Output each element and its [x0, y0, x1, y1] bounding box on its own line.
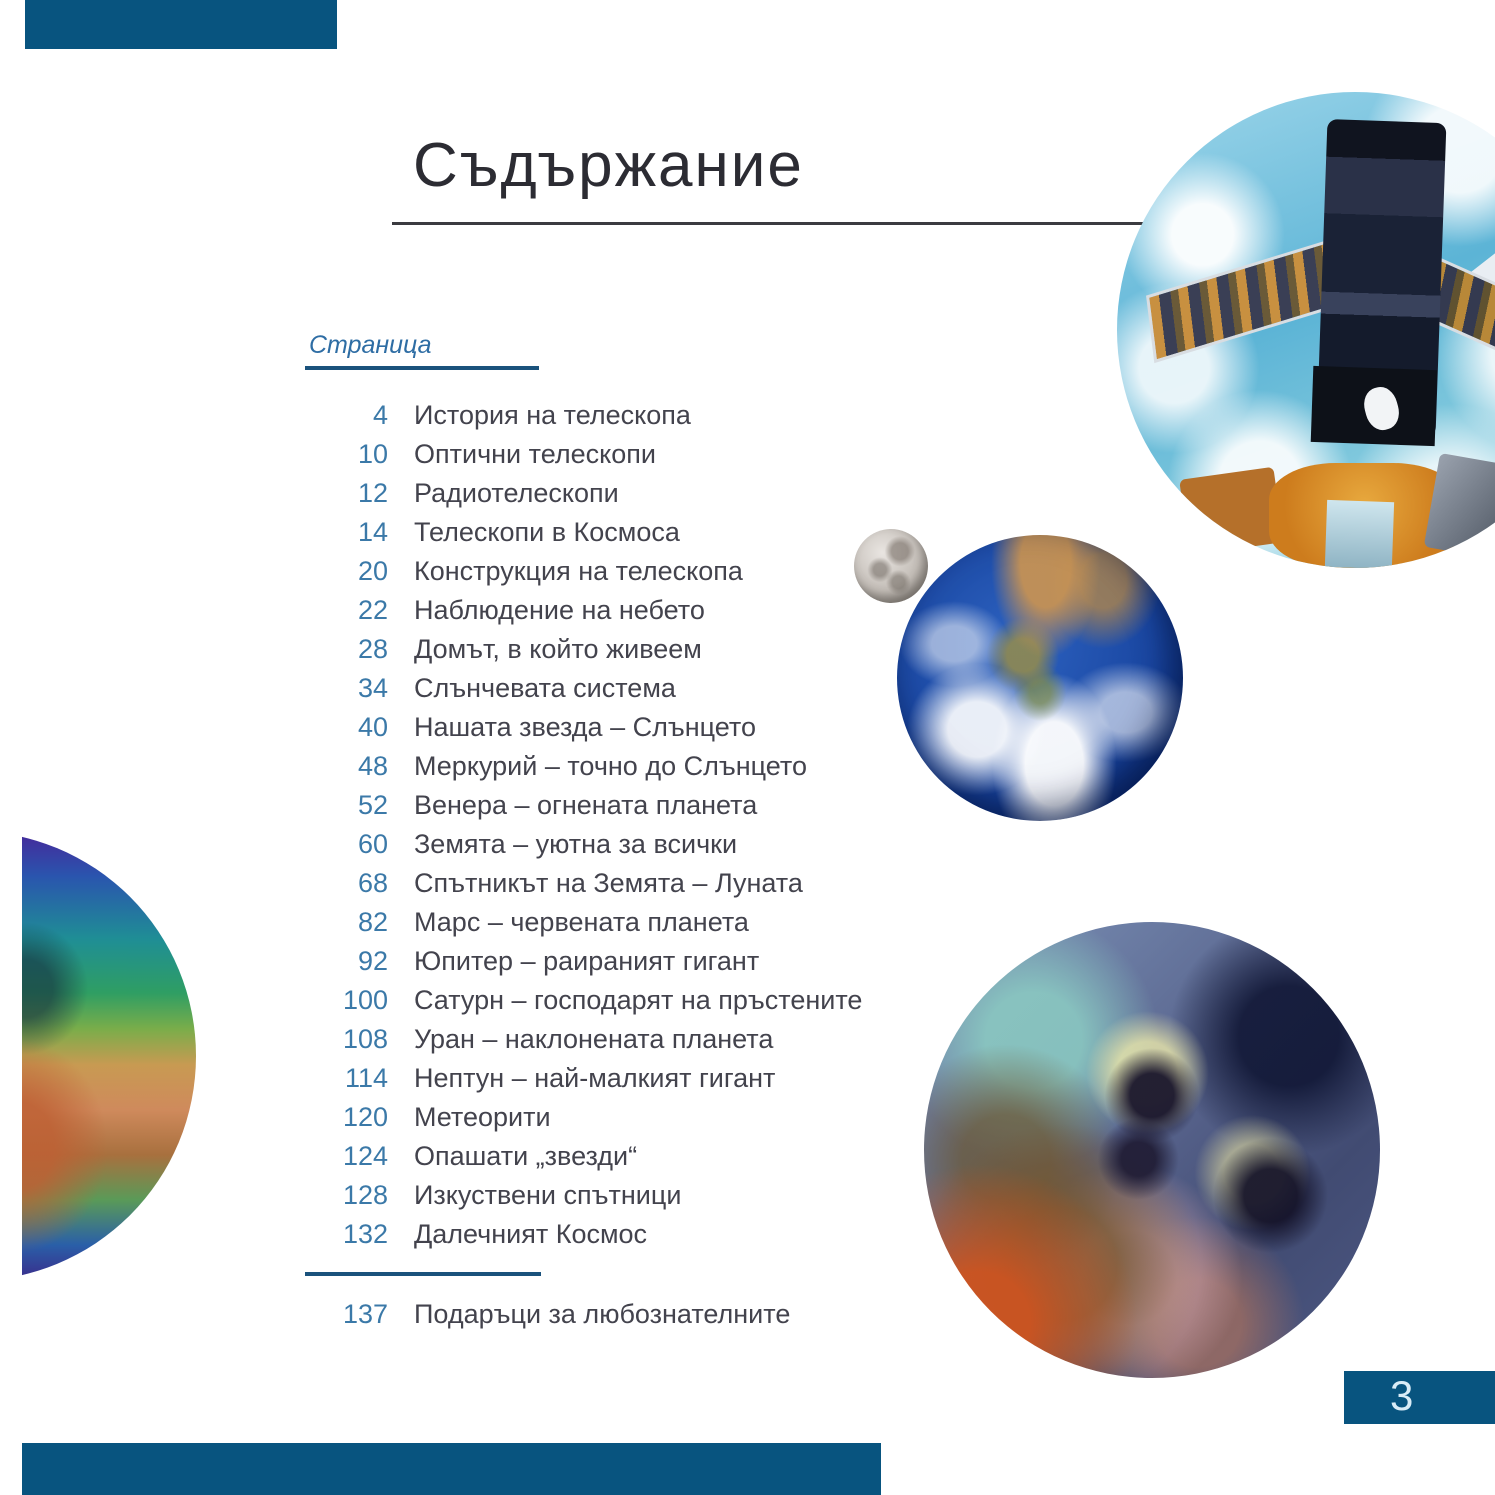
- toc-entry-title: Венера – огнената планета: [414, 790, 758, 820]
- toc-entry-title: История на телескопа: [414, 400, 691, 430]
- equipment-left-shape: [1179, 467, 1284, 556]
- toc-list: [280, 396, 980, 1254]
- page-column-label: Страница: [309, 331, 432, 359]
- toc-entry-page: 132: [342, 1219, 388, 1249]
- toc-row: [280, 981, 980, 1020]
- toc-entry-page: 4: [372, 400, 388, 430]
- toc-entry-page: 22: [357, 595, 388, 625]
- toc-row: [280, 474, 980, 513]
- toc-appendix: [280, 1295, 980, 1334]
- toc-entry-page: 14: [357, 517, 388, 547]
- toc-row: [280, 1176, 980, 1215]
- toc-row: [280, 1098, 980, 1137]
- toc-entry-page: 12: [357, 478, 388, 508]
- toc-entry-page: 92: [357, 946, 388, 976]
- toc-entry-page: 100: [342, 985, 388, 1015]
- toc-entry-title: Конструкция на телескопа: [414, 556, 743, 586]
- toc-entry-title: Оптични телескопи: [414, 439, 656, 469]
- toc-entry-page: 52: [357, 790, 388, 820]
- toc-entry-page: 128: [342, 1180, 388, 1210]
- toc-row: [280, 864, 980, 903]
- toc-entry-page: 28: [357, 634, 388, 664]
- toc-entry-title: Метеорити: [414, 1102, 551, 1132]
- toc-entry-title: Нашата звезда – Слънцето: [414, 712, 756, 742]
- nebula-photo: [924, 922, 1380, 1378]
- page-title: Съдържание: [413, 131, 804, 200]
- moon-photo: [854, 529, 928, 603]
- venus-photo: [22, 831, 196, 1281]
- toc-entry-title: Земята – уютна за всички: [414, 829, 738, 859]
- toc-row: [280, 825, 980, 864]
- toc-entry-title: Марс – червената планета: [414, 907, 749, 937]
- toc-entry-page: 108: [342, 1024, 388, 1054]
- toc-entry-title: Спътникът на Земята – Луната: [414, 868, 803, 898]
- toc-entry-title: Телескопи в Космоса: [414, 517, 680, 547]
- toc-entry-page: 10: [357, 439, 388, 469]
- toc-entry-title: Радиотелескопи: [414, 478, 619, 508]
- toc-entry-title: Подаръци за любознателните: [414, 1299, 791, 1329]
- toc-entry-page: 82: [357, 907, 388, 937]
- toc-entry-page: 34: [357, 673, 388, 703]
- toc-row: [280, 1059, 980, 1098]
- earth-photo: [897, 535, 1183, 821]
- toc-row: [280, 708, 980, 747]
- toc-entry-title: Сатурн – господарят на пръстените: [414, 985, 863, 1015]
- toc-row: [280, 669, 980, 708]
- toc-entry-page: 60: [357, 829, 388, 859]
- toc-entry-title: Далечният Космос: [414, 1219, 648, 1249]
- toc-row: [280, 903, 980, 942]
- toc-entry-title: Изкуствени спътници: [414, 1180, 682, 1210]
- toc-row: [280, 786, 980, 825]
- bottom-accent-bar: [22, 1443, 881, 1495]
- toc-entry-title: Слънчевата система: [414, 673, 676, 703]
- toc-row: [280, 435, 980, 474]
- toc-entry-page: 120: [342, 1102, 388, 1132]
- toc-entry-page: 20: [357, 556, 388, 586]
- toc-entry-page: 48: [357, 751, 388, 781]
- toc-entry-page: 137: [342, 1299, 388, 1329]
- toc-divider-line: [305, 1272, 541, 1276]
- toc-row: [280, 396, 980, 435]
- toc-row: [280, 1137, 980, 1176]
- toc-entry-title: Уран – наклонената планета: [414, 1024, 774, 1054]
- toc-entry-title: Юпитер – раираният гигант: [414, 946, 760, 976]
- toc-entry-page: 68: [357, 868, 388, 898]
- toc-entry-page: 40: [357, 712, 388, 742]
- page-number-box: [1344, 1371, 1495, 1424]
- top-accent-bar: [25, 0, 337, 49]
- toc-entry-title: Домът, в който живеем: [414, 634, 702, 664]
- toc-row: [280, 1215, 980, 1254]
- toc-row: [280, 1020, 980, 1059]
- page-column-underline: [305, 366, 539, 370]
- toc-entry-page: 124: [342, 1141, 388, 1171]
- toc-entry-page: 114: [344, 1063, 388, 1093]
- toc-entry-title: Наблюдение на небето: [414, 595, 705, 625]
- title-underline: [392, 222, 1143, 225]
- solar-panel-left-shape: [1146, 240, 1336, 363]
- toc-entry-title: Опашати „звезди“: [414, 1141, 638, 1171]
- toc-entry-title: Нептун – най-малкият гигант: [414, 1063, 776, 1093]
- toc-row: [280, 747, 980, 786]
- hubble-telescope-photo: [1117, 92, 1495, 568]
- page-number: 3: [1390, 1372, 1414, 1419]
- shuttle-bay-shape: [1325, 500, 1394, 568]
- toc-entry-title: Меркурий – точно до Слънцето: [414, 751, 807, 781]
- venus-disc-shape: [22, 831, 196, 1281]
- toc-row: [280, 942, 980, 981]
- toc-row: [280, 630, 980, 669]
- toc-row: [280, 1295, 980, 1334]
